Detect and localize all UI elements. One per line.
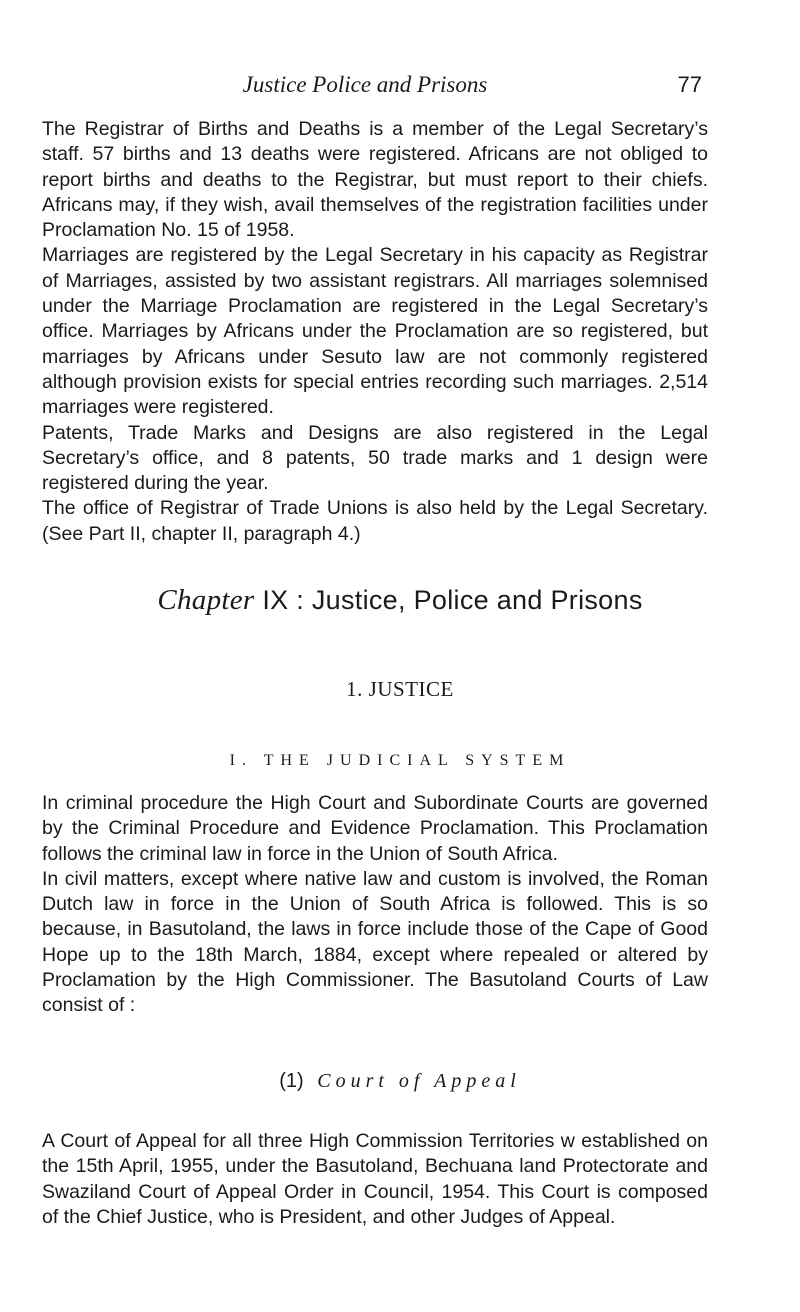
registration-section — [42, 117, 708, 547]
section-heading: 1. JUSTICE — [346, 677, 454, 701]
court-of-appeal-heading — [0, 1070, 800, 1093]
paragraph-births-deaths: The Registrar of Births and Deaths is a member of the Legal Secretary’s staff. 57 births and 13 deaths were registered. Africans are not obliged to report births and deaths to the Registrar, but must report to their chiefs. Africans may, if they wish, avail themselves of the registration facilities under Proclamation No. 15 of 1958. — [42, 118, 708, 242]
judicial-system-section — [42, 791, 708, 1019]
court-heading-number: (1) — [279, 1070, 304, 1092]
paragraph-trade-unions: The office of Registrar of Trade Unions is also held by the Legal Secretary. (See Part II, chapter II, paragraph 4.) — [42, 497, 708, 545]
page-number: 77 — [677, 72, 702, 97]
chapter-title: IX : Justice, Police and Prisons — [262, 585, 643, 615]
paragraph-civil-matters: In civil matters, except where native law and custom is involved, the Roman Dutch law in force in the Union of South Africa is followed. This is so because, in Basutoland, the laws in force include those of the Cape of Good Hope up to the 18th March, 1884, except where repealed or altered by Proclamation by the High Commissioner. The Basutoland Courts of Law consist of : — [42, 867, 708, 1017]
running-head-title: Justice Police and Prisons — [242, 72, 488, 97]
court-of-appeal-section — [42, 1129, 708, 1230]
paragraph-court-of-appeal: A Court of Appeal for all three High Commission Territories w established on the 15th April, 1955, under the Basutoland, Bechuana land Protectorate and Swaziland Court of Appeal Order in Council, 1954. This Court is composed of the Chief Justice, who is President, and other Judges of Appeal. — [42, 1130, 708, 1228]
court-heading-title: Court of Appeal — [317, 1070, 521, 1092]
running-head — [0, 72, 800, 106]
paragraph-marriages: Marriages are registered by the Legal Secretary in his capacity as Registrar of Marriages, assisted by two assistant registrars. All marriages solemnised under the Marriage Proclamation are registered in the Legal Secretary’s office. Marriages by Africans under the Proclamation are so registered, but marriages by Africans under Sesuto law are not commonly registered although provision exists for special entries recording such marriages. 2,514 marriages were registered. — [42, 244, 708, 419]
subsection-heading: I. THE JUDICIAL SYSTEM — [229, 752, 571, 769]
chapter-label: Chapter — [157, 584, 255, 616]
paragraph-criminal-procedure: In criminal procedure the High Court and Subordinate Courts are governed by the Criminal Procedure and Evidence Proclamation. This Proclamation follows the criminal law in force in the Union of South Africa. — [42, 792, 708, 865]
paragraph-patents: Patents, Trade Marks and Designs are also registered in the Legal Secretary’s office, and 8 patents, 50 trade marks and 1 design were registered during the year. — [42, 421, 708, 495]
chapter-heading — [0, 584, 800, 617]
